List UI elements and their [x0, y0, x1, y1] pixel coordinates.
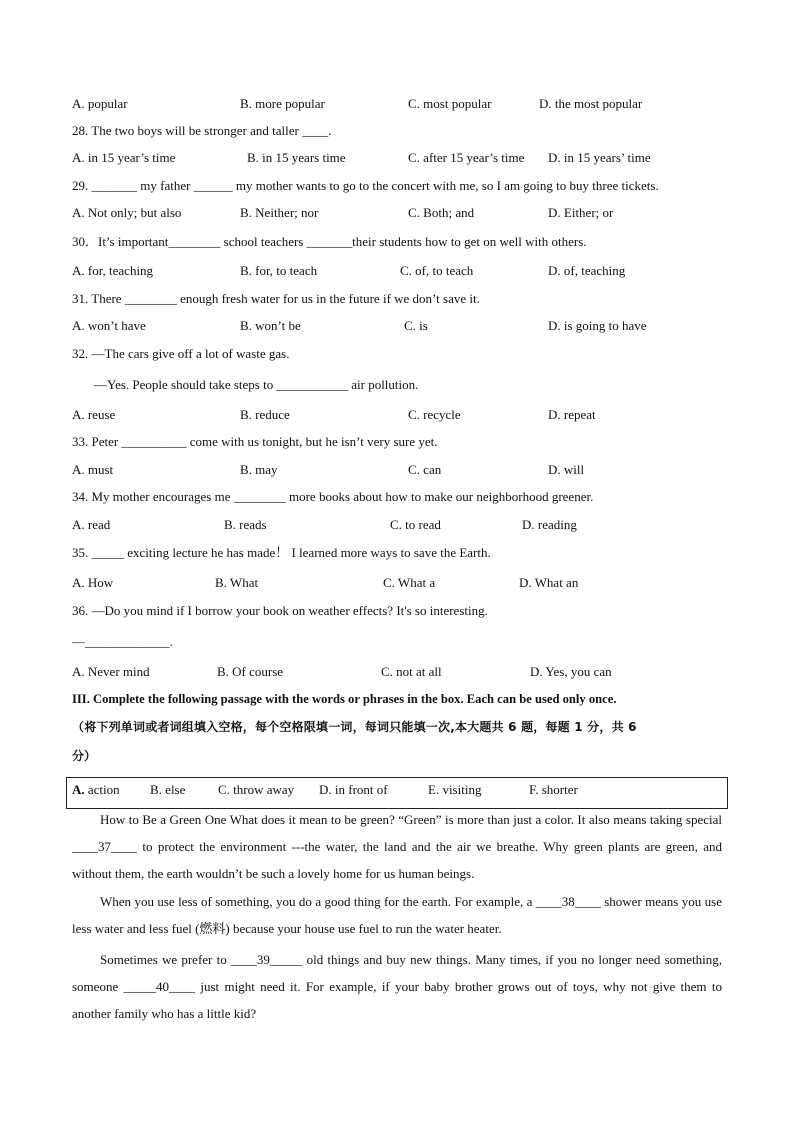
section-instruction-line1: （将下列单词或者词组填入空格，每个空格限填一词，每词只能填一次,本大题共 6 题，每题 1 分，共 6	[72, 720, 637, 734]
q36-option-a: A. Never mind	[72, 664, 150, 679]
q32-option-c: C. recycle	[408, 407, 461, 422]
q28-option-d: D. in 15 years’ time	[548, 150, 651, 165]
q27-option-a: A. popular	[72, 96, 128, 111]
q30-option-c: C. of, to teach	[400, 263, 474, 278]
q32-stem-reply: —Yes. People should take steps to ___________ air pollution.	[94, 377, 419, 392]
q36-stem-reply: —_____________.	[72, 634, 173, 649]
q29-option-a: A. Not only; but also	[72, 205, 182, 220]
word-box-item-a-text: action	[84, 782, 120, 797]
q33-option-a: A. must	[72, 462, 114, 477]
word-box-item-b: B. else	[150, 782, 186, 797]
word-box-item-f: F. shorter	[529, 782, 578, 797]
passage-paragraph-2: When you use less of something, you do a good thing for the earth. For example, a ____38____ shower means you use less water and less fuel (燃料) because your house use fuel to run the water heater.	[72, 894, 722, 936]
q29-option-d: D. Either; or	[548, 205, 614, 220]
q35-option-c: C. What a	[383, 575, 436, 590]
q34-option-a: A. read	[72, 517, 111, 532]
q32-stem: 32. —The cars give off a lot of waste gas.	[72, 346, 290, 361]
q27-option-b: B. more popular	[240, 96, 325, 111]
q34-option-b: B. reads	[224, 517, 267, 532]
q30-option-a: A. for, teaching	[72, 263, 154, 278]
section-instruction-line2: 分）	[72, 749, 97, 763]
q29-option-b: B. Neither; nor	[240, 205, 319, 220]
q28-stem: 28. The two boys will be stronger and taller ____.	[72, 123, 332, 138]
word-box-item-c: C. throw away	[218, 782, 295, 797]
q35-stem: 35. _____ exciting lecture he has made！ I learned more ways to save the Earth.	[72, 545, 491, 560]
q36-option-b: B. Of course	[217, 664, 284, 679]
q33-stem: 33. Peter __________ come with us tonight, but he isn’t very sure yet.	[72, 434, 438, 449]
q28-option-c: C. after 15 year’s time	[408, 150, 525, 165]
section-heading: III. Complete the following passage with the words or phrases in the box. Each can be used only once.	[72, 692, 617, 706]
q33-option-b: B. may	[240, 462, 278, 477]
q32-option-a: A. reuse	[72, 407, 116, 422]
q36-option-c: C. not at all	[381, 664, 442, 679]
q34-stem: 34. My mother encourages me ________ more books about how to make our neighborhood greener.	[72, 489, 594, 504]
q29-stem: 29. _______ my father ______ my mother wants to go to the concert with me, so I am going to buy three tickets.	[72, 178, 659, 193]
q30-stem: 30．It’s important________ school teachers _______their students how to get on well with others.	[72, 234, 587, 249]
q32-option-d: D. repeat	[548, 407, 596, 422]
passage-paragraph-1: How to Be a Green One What does it mean to be green? “Green” is more than just a color. It also means taking special ____37____ to protect the environment ---the water, the land and the air we breathe. Why green plants are green, and without them, the earth wouldn’t be such a lovely home for us human beings.	[72, 812, 722, 881]
q34-option-c: C. to read	[390, 517, 441, 532]
q31-option-c: C. is	[404, 318, 428, 333]
q30-option-b: B. for, to teach	[240, 263, 318, 278]
q27-option-d: D. the most popular	[539, 96, 643, 111]
q34-option-d: D. reading	[522, 517, 577, 532]
q28-option-a: A. in 15 year’s time	[72, 150, 176, 165]
q31-option-b: B. won’t be	[240, 318, 301, 333]
q30-option-d: D. of, teaching	[548, 263, 626, 278]
word-box-item-d: D. in front of	[319, 782, 388, 797]
word-box-item-a-letter: A.	[72, 782, 85, 797]
q35-option-d: D. What an	[519, 575, 579, 590]
word-box-item-e: E. visiting	[428, 782, 482, 797]
q35-option-b: B. What	[215, 575, 259, 590]
q32-option-b: B. reduce	[240, 407, 290, 422]
q31-option-d: D. is going to have	[548, 318, 647, 333]
q29-option-c: C. Both; and	[408, 205, 475, 220]
q31-option-a: A. won’t have	[72, 318, 146, 333]
q33-option-d: D. will	[548, 462, 585, 477]
q35-option-a: A. How	[72, 575, 114, 590]
q31-stem: 31. There ________ enough fresh water for us in the future if we don’t save it.	[72, 291, 480, 306]
word-box-item-a	[72, 782, 120, 798]
q27-option-c: C. most popular	[408, 96, 492, 111]
q28-option-b: B. in 15 years time	[247, 150, 346, 165]
passage-paragraph-3: Sometimes we prefer to ____39_____ old things and buy new things. Many times, if you no longer need something, someone _____40____ just might need it. For example, if your baby brother grows out of toys, why not give them to another family who has a little kid?	[72, 952, 722, 1021]
q36-option-d: D. Yes, you can	[530, 664, 612, 679]
q33-option-c: C. can	[408, 462, 442, 477]
q36-stem: 36. —Do you mind if I borrow your book on weather effects? It's so interesting.	[72, 603, 488, 618]
